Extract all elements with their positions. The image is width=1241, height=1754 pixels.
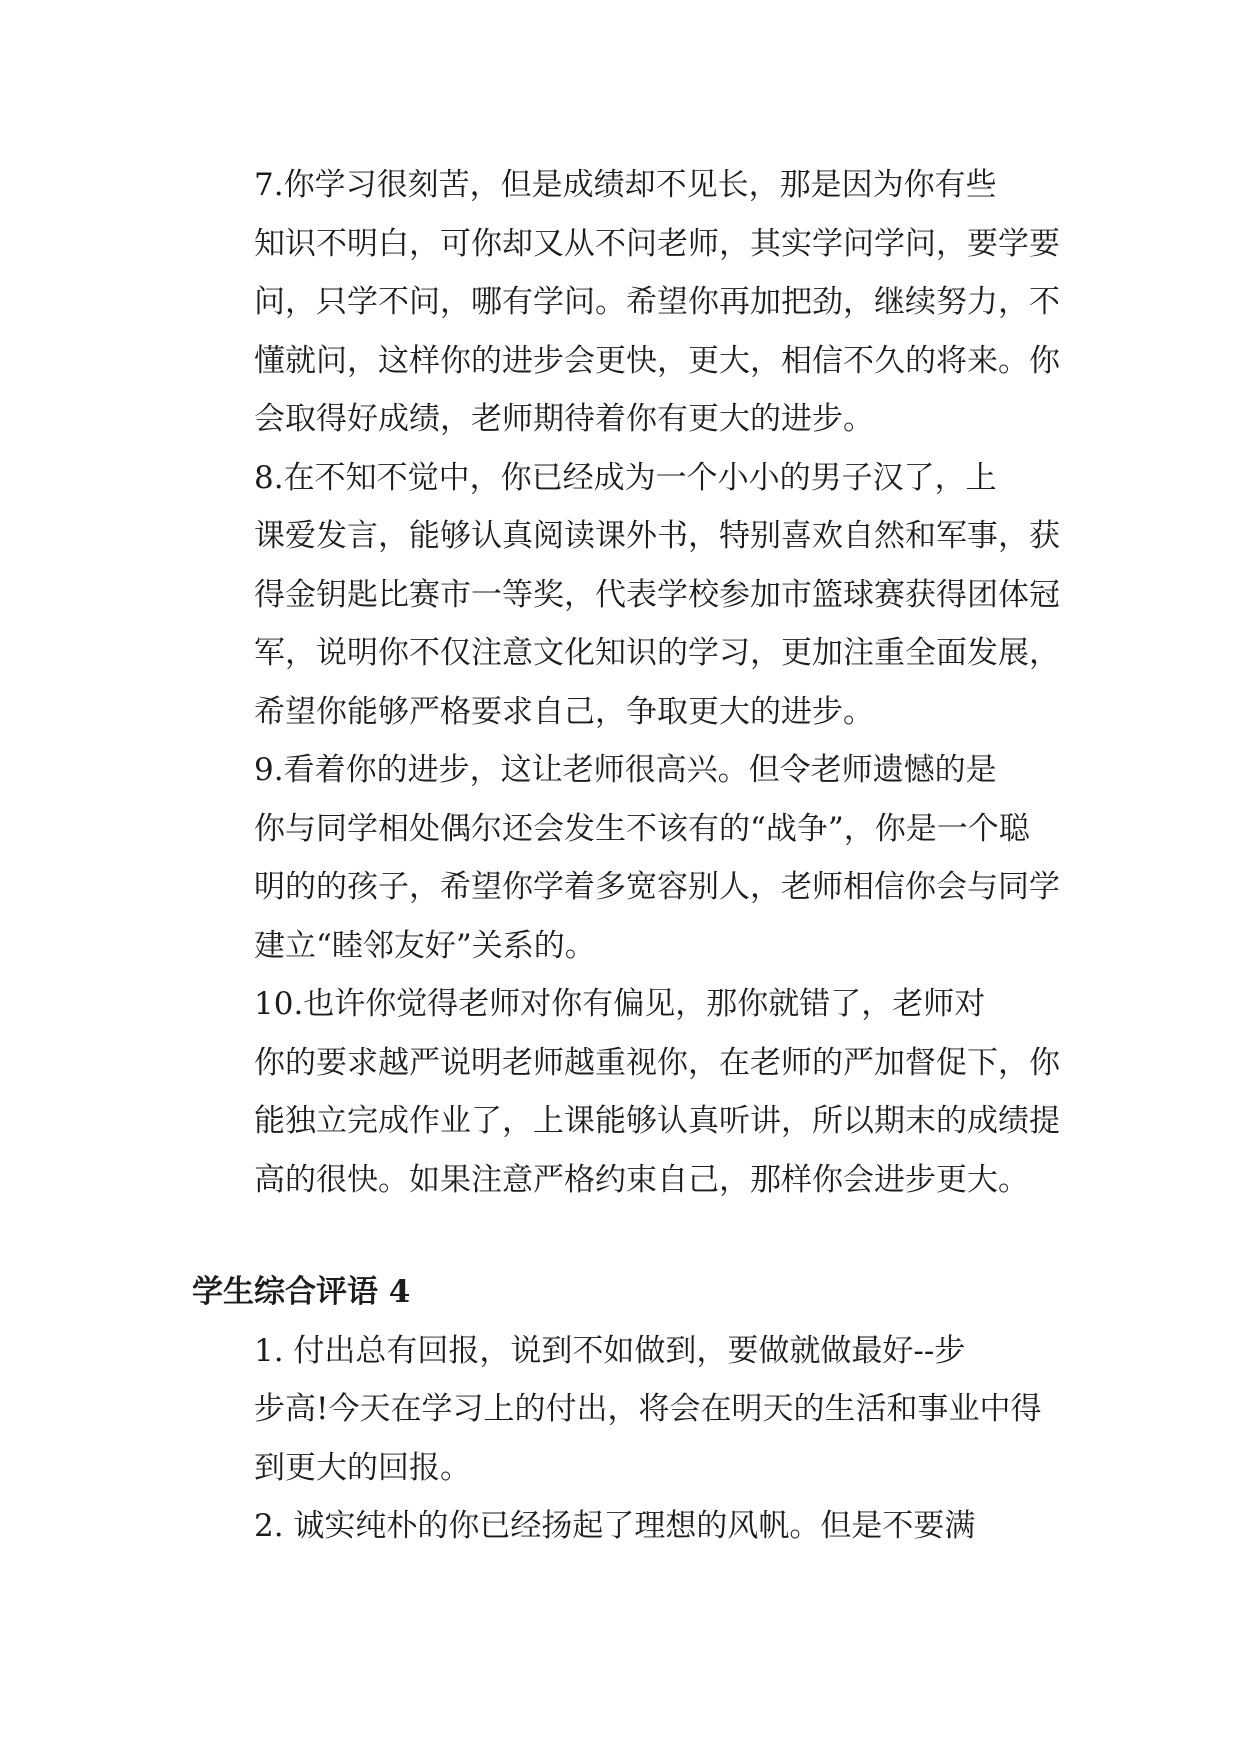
text-line: 问，只学不问，哪有学问。希望你再加把劲，继续努力，不: [254, 284, 1060, 320]
text-line: 你与同学相处偶尔还会发生不该有的“战争”，你是一个聪: [254, 810, 1030, 847]
text-line: 到更大的回报。: [254, 1449, 471, 1486]
comments-7-to-10: [192, 156, 1060, 1209]
text-line: 课爱发言，能够认真阅读课外书，特别喜欢自然和军事，获: [254, 518, 1060, 554]
comment-item-9: [192, 741, 1060, 975]
comment-item-1: [192, 1322, 1054, 1498]
text-line: 建立“睦邻友好”关系的。: [254, 927, 596, 964]
text-line: 7.你学习很刻苦，但是成绩却不见长，那是因为你有些: [254, 167, 997, 203]
text-line: 得金钥匙比赛市一等奖，代表学校参加市篮球赛获得团体冠: [254, 576, 1060, 613]
section-4: [192, 1263, 1054, 1556]
text-line: 军，说明你不仅注意文化知识的学习，更加注重全面发展，: [254, 635, 1060, 671]
comment-item-8: [192, 449, 1060, 742]
section-heading: 学生综合评语 4: [192, 1274, 411, 1310]
text-line: 8.在不知不觉中，你已经成为一个小小的男子汉了，上: [254, 459, 997, 496]
text-line: 10.也许你觉得老师对你有偏见，那你就错了，老师对: [254, 986, 986, 1022]
text-line: 明的的孩子，希望你学着多宽容别人，老师相信你会与同学: [254, 869, 1060, 905]
comment-item-7: [192, 156, 1060, 449]
text-line: 知识不明白，可你却又从不问老师，其实学问学问，要学要: [254, 225, 1060, 262]
text-line: 会取得好成绩，老师期待着你有更大的进步。: [254, 401, 874, 437]
text-line: 9.看着你的进步，这让老师很高兴。但令老师遗憾的是: [254, 752, 997, 788]
text-line: 1. 付出总有回报，说到不如做到，要做就做最好--步: [254, 1332, 966, 1369]
text-line: 能独立完成作业了，上课能够认真听讲，所以期末的成绩提: [254, 1103, 1060, 1139]
text-line: 希望你能够严格要求自己，争取更大的进步。: [254, 693, 874, 730]
text-line: 你的要求越严说明老师越重视你，在老师的严加督促下，你: [254, 1044, 1060, 1081]
text-line: 懂就问，这样你的进步会更快，更大，相信不久的将来。你: [254, 342, 1060, 379]
text-line: 步高!今天在学习上的付出，将会在明天的生活和事业中得: [254, 1391, 1042, 1427]
text-line: 2. 诚实纯朴的你已经扬起了理想的风帆。但是不要满: [254, 1508, 976, 1544]
text-line: 高的很快。如果注意严格约束自己，那样你会进步更大。: [254, 1161, 1029, 1198]
comment-item-10: [192, 975, 1060, 1209]
comment-item-2: [192, 1497, 1054, 1556]
